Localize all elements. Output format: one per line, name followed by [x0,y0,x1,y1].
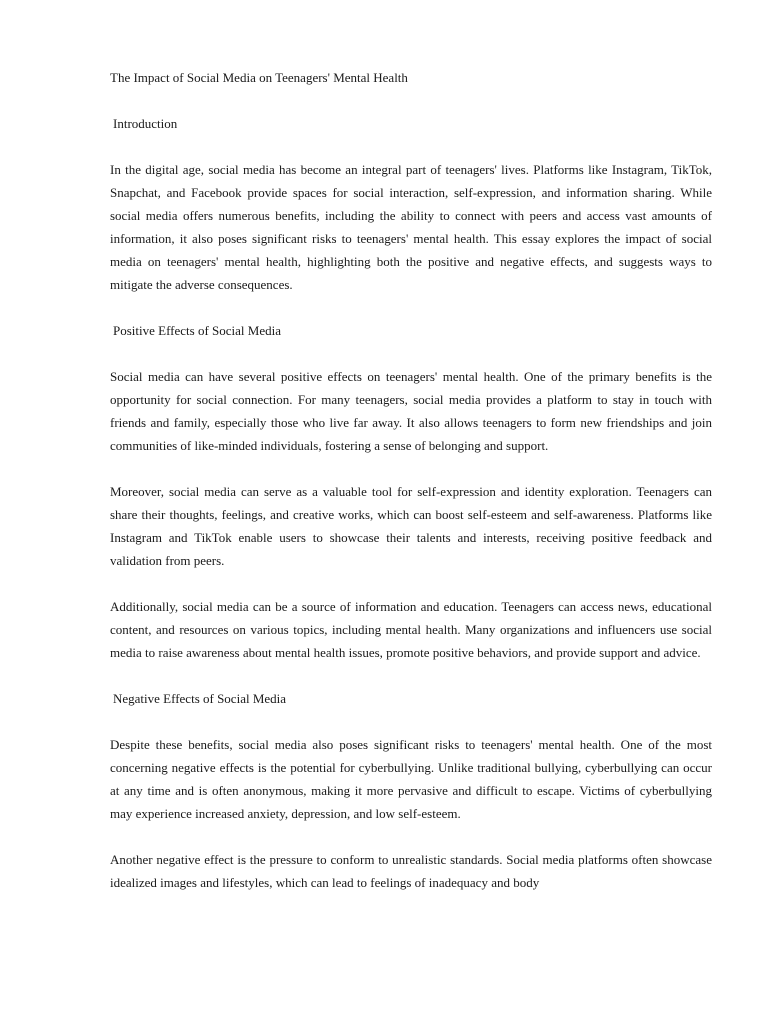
document-page [110,66,712,917]
section-negative-effects [110,687,712,894]
section-heading-negative-effects: Negative Effects of Social Media [113,691,287,706]
paragraph-cyberbullying: Despite these benefits, social media also poses significant risks to teenagers' mental health. One of the most concerning negative effects is the potential for cyberbullying. Unlike traditional bullying, cyberbullying can occur at any time and is often anonymous, making it more pervasive and difficult to escape. Victims of cyberbullying may experience increased anxiety, depression, and low self-esteem. [110,737,712,821]
section-positive-effects [110,319,712,664]
paragraph-social-connection: Social media can have several positive effects on teenagers' mental health. One of the primary benefits is the opportunity for social connection. For many teenagers, social media provides a platform to stay in touch with friends and family, especially those who live far away. It also allows teenagers to form new friendships and join communities of like-minded individuals, fostering a sense of belonging and support. [110,369,712,453]
section-heading-introduction: Introduction [113,116,178,131]
paragraph-information-education: Additionally, social media can be a source of information and education. Teenagers can access news, educational content, and resources on various topics, including mental health. Many organizations and influencers use social media to raise awareness about mental health issues, promote positive behaviors, and provide support and advice. [110,599,712,660]
section-introduction [110,112,712,296]
paragraph-unrealistic-standards: Another negative effect is the pressure to conform to unrealistic standards. Social media platforms often showcase idealized images and lifestyles, which can lead to feelings of inadequacy and body [110,852,712,890]
paragraph-self-expression: Moreover, social media can serve as a valuable tool for self-expression and identity exploration. Teenagers can share their thoughts, feelings, and creative works, which can boost self-esteem and self-awareness. Platforms like Instagram and TikTok enable users to showcase their talents and interests, receiving positive feedback and validation from peers. [110,484,712,568]
paragraph-introduction: In the digital age, social media has become an integral part of teenagers' lives. Platforms like Instagram, TikTok, Snapchat, and Facebook provide spaces for social interaction, self-expression, and information sharing. While social media offers numerous benefits, including the ability to connect with peers and access vast amounts of information, it also poses significant risks to teenagers' mental health. This essay explores the impact of social media on teenagers' mental health, highlighting both the positive and negative effects, and suggests ways to mitigate the adverse consequences. [110,162,712,292]
section-heading-positive-effects: Positive Effects of Social Media [113,323,282,338]
document-title: The Impact of Social Media on Teenagers' Mental Health [110,70,408,85]
